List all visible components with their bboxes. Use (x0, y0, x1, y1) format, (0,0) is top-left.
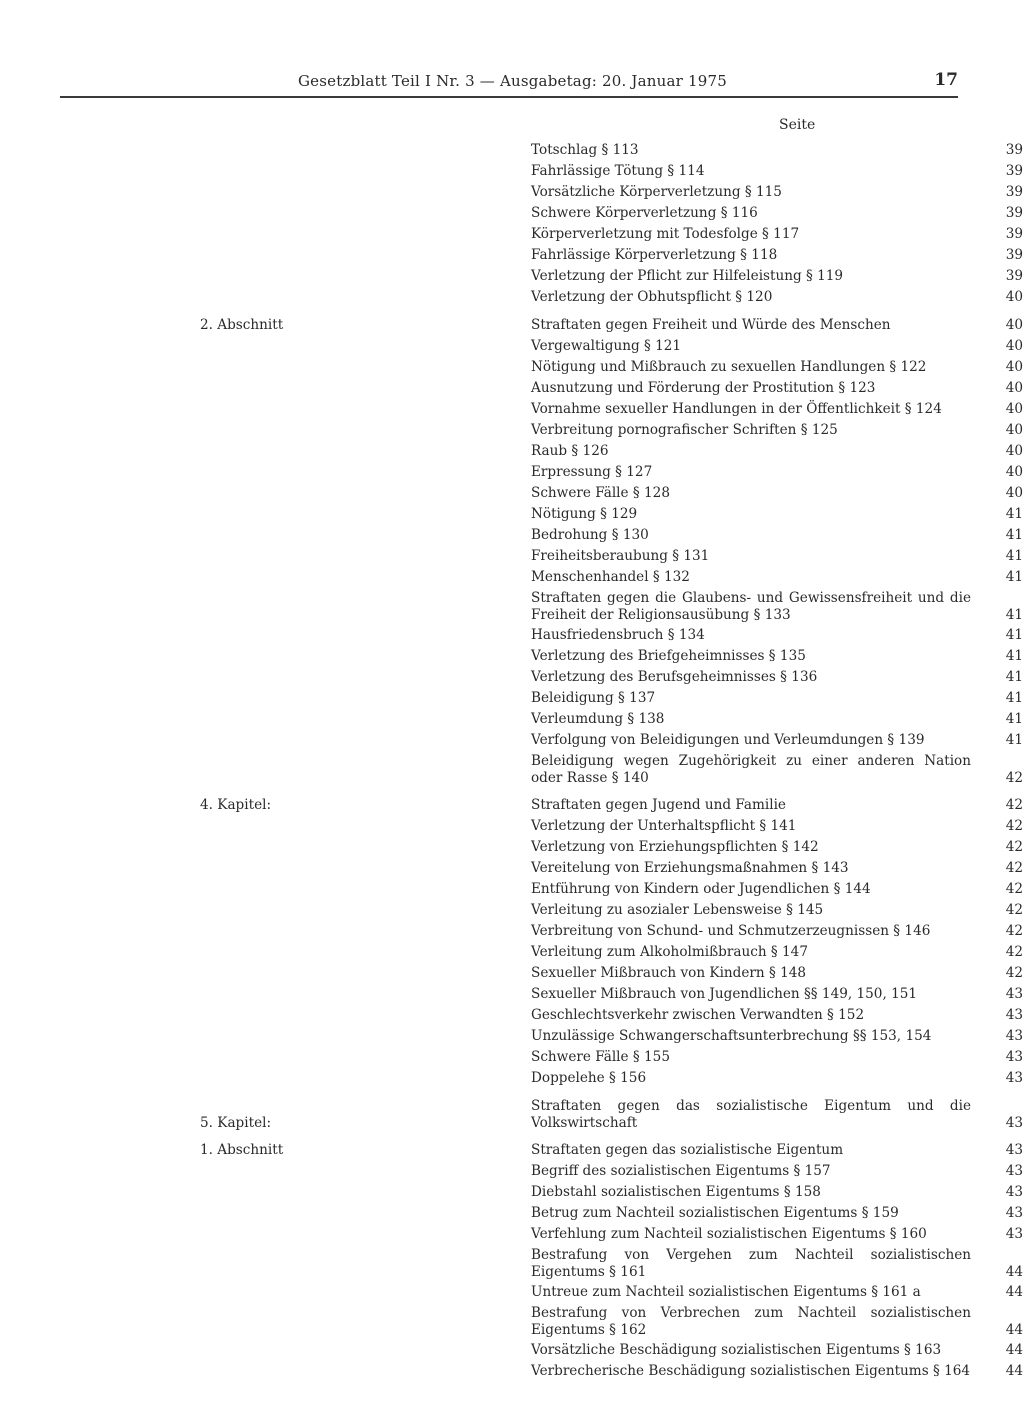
toc-entry (0, 1068, 1024, 1089)
toc-entry (0, 1340, 1024, 1361)
entry-title: Vorsätzliche Körperverletzung § 115 (531, 184, 782, 200)
entry-title: Verbrecherische Beschädigung sozialistischen Eigentums § 164 (531, 1363, 971, 1379)
entry-title: Verleitung zum Alkoholmißbrauch § 147 (531, 944, 808, 960)
entry-page-number: 43 (1005, 1114, 1023, 1131)
toc-entry (0, 1182, 1024, 1203)
toc-entry (0, 1026, 1024, 1047)
entry-page-number: 43 (1005, 1142, 1023, 1158)
toc-entry (0, 1047, 1024, 1068)
entry-title: Nötigung § 129 (531, 506, 638, 522)
toc-entry (0, 1203, 1024, 1224)
toc-entry (0, 921, 1024, 942)
toc-entry (0, 984, 1024, 1005)
entry-page-number: 41 (1005, 506, 1023, 522)
entry-title: Verfolgung von Beleidigungen und Verleumdungen § 139 (531, 732, 925, 748)
entry-page-number: 43 (1005, 1049, 1023, 1065)
toc-entry (0, 1282, 1024, 1303)
entry-title: Straftaten gegen die Glaubens- und Gewissensfreiheit und die Freiheit der Religionsausübung § 133 (531, 589, 971, 623)
toc-entry (0, 420, 1024, 441)
entry-title: Verletzung der Unterhaltspflicht § 141 (531, 818, 797, 834)
entry-title: Verletzung von Erziehungspflichten § 142 (531, 839, 819, 855)
entry-title: Straftaten gegen das sozialistische Eigentum und die Volkswirtschaft (531, 1097, 971, 1131)
entry-title: Vergewaltigung § 121 (531, 338, 682, 354)
entry-page-number: 43 (1005, 1007, 1023, 1023)
section-label: 1. Abschnitt (200, 1142, 284, 1158)
entry-page-number: 42 (1005, 769, 1023, 786)
toc-entry (0, 751, 1024, 788)
entry-page-number: 41 (1005, 548, 1023, 564)
entry-title: Straftaten gegen Jugend und Familie (531, 797, 786, 813)
entry-page-number: 40 (1005, 464, 1023, 480)
entry-page-number: 40 (1005, 401, 1023, 417)
toc-entry (0, 625, 1024, 646)
entry-title: Doppelehe § 156 (531, 1070, 647, 1086)
entry-page-number: 43 (1005, 1184, 1023, 1200)
entry-page-number: 41 (1005, 648, 1023, 664)
page-number: 17 (934, 70, 958, 90)
entry-title: Begriff des sozialistischen Eigentums § 157 (531, 1163, 831, 1179)
entry-page-number: 41 (1005, 690, 1023, 706)
toc-entry (0, 357, 1024, 378)
entry-page-number: 39 (1005, 268, 1023, 284)
entry-title: Geschlechtsverkehr zwischen Verwandten § 152 (531, 1007, 865, 1023)
entry-title: Fahrlässige Tötung § 114 (531, 163, 705, 179)
toc-entry (0, 667, 1024, 688)
entry-page-number: 43 (1005, 986, 1023, 1002)
toc-entry (0, 161, 1024, 182)
toc-entry (0, 315, 1024, 336)
entry-page-number: 40 (1005, 485, 1023, 501)
entry-title: Freiheitsberaubung § 131 (531, 548, 710, 564)
entry-page-number: 43 (1005, 1226, 1023, 1242)
entry-page-number: 40 (1005, 359, 1023, 375)
entry-title: Hausfriedensbruch § 134 (531, 627, 705, 643)
entry-title: Verletzung der Obhutspflicht § 120 (531, 289, 773, 305)
entry-page-number: 41 (1005, 527, 1023, 543)
entry-page-number: 43 (1005, 1070, 1023, 1086)
toc-entry (0, 1005, 1024, 1026)
toc-entry (0, 203, 1024, 224)
entry-page-number: 40 (1005, 289, 1023, 305)
entry-title: Verbreitung von Schund- und Schmutzerzeugnissen § 146 (531, 923, 931, 939)
toc-entry (0, 462, 1024, 483)
toc-entry (0, 1140, 1024, 1161)
toc-entry (0, 963, 1024, 984)
toc-entry (0, 378, 1024, 399)
entry-title: Straftaten gegen das sozialistische Eigentum (531, 1142, 844, 1158)
entry-page-number: 44 (1005, 1321, 1023, 1338)
entry-page-number: 39 (1005, 247, 1023, 263)
entry-page-number: 42 (1005, 860, 1023, 876)
toc-entry (0, 245, 1024, 266)
toc-entry (0, 546, 1024, 567)
toc-entry (0, 441, 1024, 462)
entry-page-number: 42 (1005, 944, 1023, 960)
entry-page-number: 44 (1005, 1342, 1023, 1358)
section-label: 4. Kapitel: (200, 797, 272, 813)
toc-entry (0, 795, 1024, 816)
entry-page-number: 41 (1005, 627, 1023, 643)
entry-page-number: 42 (1005, 839, 1023, 855)
toc-entry (0, 816, 1024, 837)
entry-page-number: 42 (1005, 902, 1023, 918)
entry-page-number: 39 (1005, 205, 1023, 221)
entry-title: Verleitung zu asozialer Lebensweise § 145 (531, 902, 824, 918)
entry-title: Verfehlung zum Nachteil sozialistischen Eigentums § 160 (531, 1226, 927, 1242)
entry-page-number: 42 (1005, 881, 1023, 897)
toc-entry (0, 140, 1024, 161)
entry-page-number: 39 (1005, 163, 1023, 179)
entry-title: Entführung von Kindern oder Jugendlichen § 144 (531, 881, 871, 897)
entry-page-number: 41 (1005, 732, 1023, 748)
entry-title: Sexueller Mißbrauch von Kindern § 148 (531, 965, 807, 981)
header-title: Gesetzblatt Teil I Nr. 3 — Ausgabetag: 20. Januar 1975 (298, 72, 727, 90)
entry-title: Untreue zum Nachteil sozialistischen Eigentums § 161 a (531, 1284, 921, 1300)
entry-title: Nötigung und Mißbrauch zu sexuellen Handlungen § 122 (531, 359, 927, 375)
entry-title: Straftaten gegen Freiheit und Würde des Menschen (531, 317, 891, 333)
entry-page-number: 44 (1005, 1284, 1023, 1300)
toc-entry (0, 730, 1024, 751)
entry-page-number: 43 (1005, 1163, 1023, 1179)
entry-title: Erpressung § 127 (531, 464, 653, 480)
toc-entry (0, 688, 1024, 709)
entry-page-number: 43 (1005, 1205, 1023, 1221)
entry-page-number: 40 (1005, 422, 1023, 438)
entry-page-number: 42 (1005, 965, 1023, 981)
toc-entry (0, 858, 1024, 879)
toc-entry (0, 1245, 1024, 1282)
toc-entry (0, 525, 1024, 546)
toc-list (0, 140, 1024, 1382)
entry-page-number: 42 (1005, 797, 1023, 813)
running-header (60, 70, 958, 98)
entry-page-number: 40 (1005, 380, 1023, 396)
toc-entry (0, 942, 1024, 963)
toc-entry (0, 224, 1024, 245)
entry-page-number: 39 (1005, 184, 1023, 200)
entry-title: Beleidigung wegen Zugehörigkeit zu einer anderen Nation oder Rasse § 140 (531, 752, 971, 786)
entry-title: Bestrafung von Vergehen zum Nachteil sozialistischen Eigentums § 161 (531, 1246, 971, 1280)
entry-title: Verletzung des Berufsgeheimnisses § 136 (531, 669, 818, 685)
entry-title: Beleidigung § 137 (531, 690, 656, 706)
entry-title: Schwere Fälle § 128 (531, 485, 670, 501)
toc-entry (0, 1161, 1024, 1182)
entry-title: Verleumdung § 138 (531, 711, 665, 727)
entry-title: Raub § 126 (531, 443, 609, 459)
entry-title: Totschlag § 113 (531, 142, 639, 158)
entry-title: Ausnutzung und Förderung der Prostitution § 123 (531, 380, 876, 396)
section-label: 2. Abschnitt (200, 317, 284, 333)
entry-page-number: 43 (1005, 1028, 1023, 1044)
entry-page-number: 39 (1005, 142, 1023, 158)
toc-entry (0, 182, 1024, 203)
entry-page-number: 41 (1005, 669, 1023, 685)
toc-entry (0, 646, 1024, 667)
entry-title: Bestrafung von Verbrechen zum Nachteil sozialistischen Eigentums § 162 (531, 1304, 971, 1338)
toc-entry (0, 879, 1024, 900)
entry-page-number: 41 (1005, 606, 1023, 623)
entry-page-number: 40 (1005, 338, 1023, 354)
entry-title: Sexueller Mißbrauch von Jugendlichen §§ 149, 150, 151 (531, 986, 918, 1002)
toc-entry (0, 709, 1024, 730)
toc-entry (0, 1096, 1024, 1133)
entry-page-number: 42 (1005, 923, 1023, 939)
entry-title: Vorsätzliche Beschädigung sozialistischen Eigentums § 163 (531, 1342, 942, 1358)
entry-page-number: 40 (1005, 443, 1023, 459)
toc-entry (0, 588, 1024, 625)
entry-title: Schwere Fälle § 155 (531, 1049, 670, 1065)
toc-entry (0, 1303, 1024, 1340)
toc-entry (0, 287, 1024, 308)
entry-title: Schwere Körperverletzung § 116 (531, 205, 758, 221)
entry-title: Verletzung der Pflicht zur Hilfeleistung § 119 (531, 268, 844, 284)
entry-title: Verbreitung pornografischer Schriften § 125 (531, 422, 838, 438)
section-label: 5. Kapitel: (200, 1114, 272, 1131)
toc-entry (0, 483, 1024, 504)
entry-title: Verletzung des Briefgeheimnisses § 135 (531, 648, 806, 664)
entry-title: Vornahme sexueller Handlungen in der Öffentlichkeit § 124 (531, 401, 942, 417)
entry-title: Diebstahl sozialistischen Eigentums § 158 (531, 1184, 821, 1200)
entry-page-number: 41 (1005, 711, 1023, 727)
entry-title: Vereitelung von Erziehungsmaßnahmen § 143 (531, 860, 849, 876)
page-column-heading: Seite (779, 117, 816, 133)
entry-page-number: 40 (1005, 317, 1023, 333)
entry-page-number: 44 (1005, 1263, 1023, 1280)
entry-title: Körperverletzung mit Todesfolge § 117 (531, 226, 800, 242)
toc-entry (0, 1224, 1024, 1245)
toc-entry (0, 837, 1024, 858)
entry-title: Betrug zum Nachteil sozialistischen Eigentums § 159 (531, 1205, 899, 1221)
entry-title: Unzulässige Schwangerschaftsunterbrechung §§ 153, 154 (531, 1028, 932, 1044)
entry-page-number: 44 (1005, 1363, 1023, 1379)
entry-page-number: 42 (1005, 818, 1023, 834)
toc-entry (0, 504, 1024, 525)
toc-entry (0, 336, 1024, 357)
toc-entry (0, 567, 1024, 588)
entry-title: Bedrohung § 130 (531, 527, 649, 543)
entry-title: Fahrlässige Körperverletzung § 118 (531, 247, 778, 263)
toc-entry (0, 399, 1024, 420)
entry-page-number: 41 (1005, 569, 1023, 585)
toc-entry (0, 266, 1024, 287)
toc-entry (0, 1361, 1024, 1382)
entry-title: Menschenhandel § 132 (531, 569, 690, 585)
entry-page-number: 39 (1005, 226, 1023, 242)
toc-entry (0, 900, 1024, 921)
